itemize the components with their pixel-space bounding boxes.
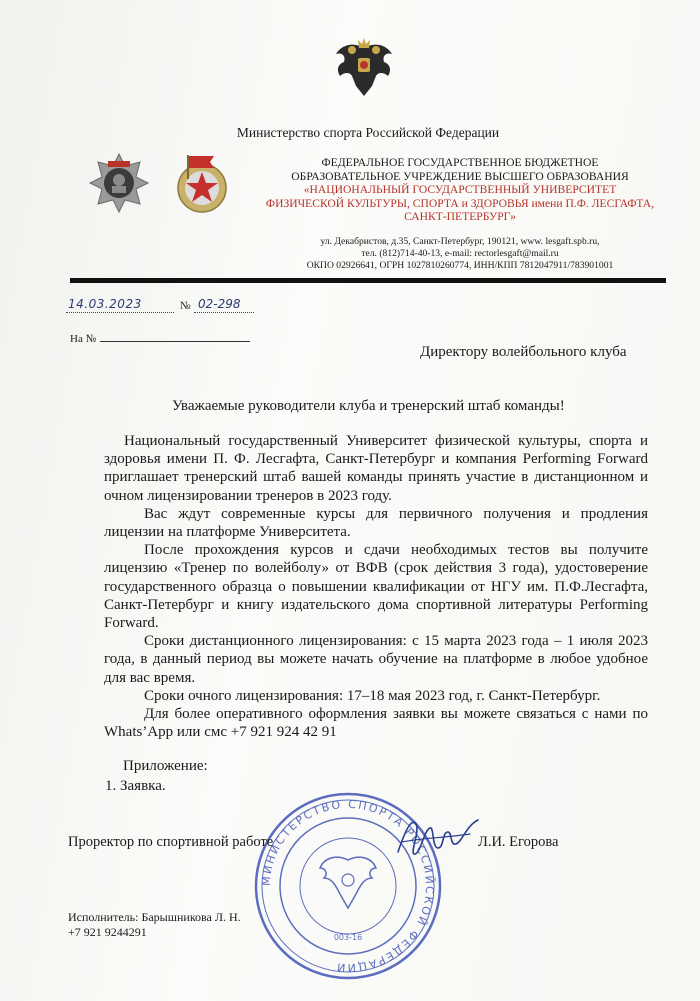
letter-date: 14.03.2023 (68, 297, 142, 311)
address-line: ул. Декабристов, д.35, Санкт-Петербург, 190121, www. lesgaft.spb.ru, (320, 236, 600, 247)
appendix-item: 1. Заявка. (105, 778, 166, 794)
address-line: ОКПО 02926641, ОГРН 1027810260774, ИНН/КПП 7812047911/783901001 (306, 260, 614, 271)
reference-blank (100, 332, 250, 342)
body-paragraph: Сроки дистанционного лицензирования: с 15 марта 2023 года – 1 июля 2023 года, в данный период вы можете начать обучение на платформе в любое удобное для вас время. (104, 633, 648, 686)
institution-name (250, 156, 670, 224)
header-divider (70, 278, 666, 283)
order-of-lenin-icon (88, 152, 150, 214)
signatory-title: Проректор по спортивной работе (68, 834, 274, 850)
reference-field (70, 332, 250, 345)
signatory-name: Л.И. Егорова (478, 834, 559, 850)
institution-line: «НАЦИОНАЛЬНЫЙ ГОСУДАРСТВЕННЫЙ УНИВЕРСИТЕТ (303, 183, 617, 197)
body-paragraph: Для более оперативного оформления заявки вы можете связаться с нами по Whats’App или смс +7 921 924 42 91 (104, 706, 648, 741)
institution-line: САНКТ-ПЕТЕРБУРГ» (404, 210, 516, 224)
address-line: тел. (812)714-40-13, e-mail: rectorlesgaft@mail.ru (361, 248, 559, 259)
stamp-ring-text: МИНИСТЕРСТВО СПОРТА РОССИЙСКОЙ ФЕДЕРАЦИИ (259, 797, 437, 975)
letter-body (104, 432, 648, 741)
order-of-red-banner-icon (170, 152, 234, 218)
reference-label: На № (70, 333, 97, 345)
stamp-number: 003-16 (333, 933, 363, 942)
recipient: Директору волейбольного клуба (420, 344, 627, 360)
number-label: № (180, 300, 191, 312)
body-paragraph: Национальный государственный Университет физической культуры, спорта и здоровья имени П. Ф. Лесгафта, Санкт-Петербург и компания Performing Forward приглашает тренерский штаб вашей команды принять участие в дистанционном и очном лицензировании тренеров в 2023 году. (104, 433, 648, 504)
executor-phone: +7 921 9244291 (68, 924, 147, 939)
executor-info (68, 910, 241, 939)
number-underline (194, 312, 254, 313)
institution-line: ФЕДЕРАЛЬНОЕ ГОСУДАРСТВЕННОЕ БЮДЖЕТНОЕ (321, 156, 599, 169)
date-underline (66, 312, 174, 313)
appendix-label: Приложение: (123, 758, 208, 774)
body-paragraph: После прохождения курсов и сдачи необходимых тестов вы получите лицензию «Тренер по волейболу» от ВФВ (срок действия 3 года), удостоверение государственного образца о повышении квалификации от НГУ им. П.Ф.Лесгафта, Санкт-Петербург и книгу издательского дома спортивной литературы Performing Forward. (104, 542, 648, 632)
salutation: Уважаемые руководители клуба и тренерский штаб команды! (172, 398, 565, 414)
letter-number: 02-298 (198, 297, 241, 311)
executor-label: Исполнитель: Барышникова Л. Н. (68, 910, 241, 924)
double-headed-eagle-emblem (332, 36, 396, 102)
institution-address (250, 236, 670, 272)
body-paragraph: Сроки очного лицензирования: 17–18 мая 2023 год, г. Санкт-Петербург. (144, 687, 601, 704)
institution-line: ФИЗИЧЕСКОЙ КУЛЬТУРЫ, СПОРТА и ЗДОРОВЬЯ имени П.Ф. ЛЕСГАФТА, (265, 196, 655, 210)
body-paragraph: Вас ждут современные курсы для первичного получения и продления лицензии на платформе Университета. (104, 505, 648, 541)
handwritten-signature (392, 808, 482, 868)
institution-line: ОБРАЗОВАТЕЛЬНОЕ УЧРЕЖДЕНИЕ ВЫСШЕГО ОБРАЗОВАНИЯ (291, 169, 629, 183)
ministry-name: Министерство спорта Российской Федерации (236, 125, 500, 140)
